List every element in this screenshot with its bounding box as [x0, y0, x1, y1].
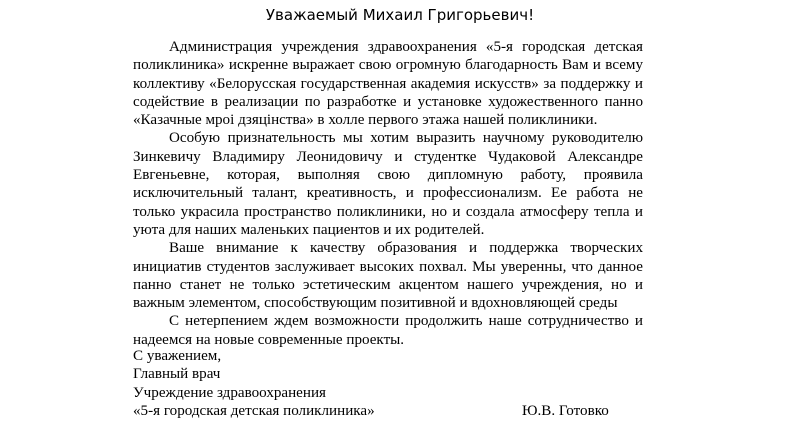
paragraph-future-cooperation: С нетерпением ждем возможности продолжить наше сотрудничество и надеемся на новые современные проекты. — [133, 313, 643, 348]
signer-name: Ю.В. Готовко — [522, 402, 609, 419]
letter-greeting: Уважаемый Михаил Григорьевич! — [265, 6, 535, 24]
closing-regards: С уважением, — [133, 348, 222, 364]
signer-position: Главный врач — [133, 366, 221, 383]
paragraph-appreciation: Ваше внимание к качеству образования и поддержка творческих инициатив студентов заслуживает высоких похвал. Мы уверенны, что данное панно станет не только эстетическим акцентом нашего учреждения, но и важным элементом, способствующим позитивной и вдохновляющей среды — [133, 240, 643, 312]
letter-body — [133, 38, 643, 349]
organization-line-2: «5-я городская детская поликлиника» — [133, 402, 375, 419]
signature-last-row — [133, 402, 653, 420]
organization-line-1: Учреждение здравоохранения — [133, 384, 326, 401]
paragraph-gratitude: Администрация учреждения здравоохранения «5-я городская детская поликлиника» искренне выражает свою огромную благодарность Вам и всему коллективу «Белорусская государственная академия искусств» за поддержку и содействие в реализации по разработке и установке художественного панно «Казачные мроі дзяцінства» в холле первого этажа нашей поликлиники. — [133, 39, 643, 129]
signature-block — [133, 347, 653, 420]
paragraph-acknowledgement: Особую признательность мы хотим выразить научному руководителю Зинкевичу Владимиру Леонидовичу и студентке Чудаковой Александре Евгеньевне, которая, выполняя свою дипломную работу, проявила исключительный талант, креативность, и профессионализм. Ее работа не только украсила пространство поликлиники, но и создала атмосферу тепла и уюта для наших маленьких пациентов и их родителей. — [133, 130, 643, 238]
